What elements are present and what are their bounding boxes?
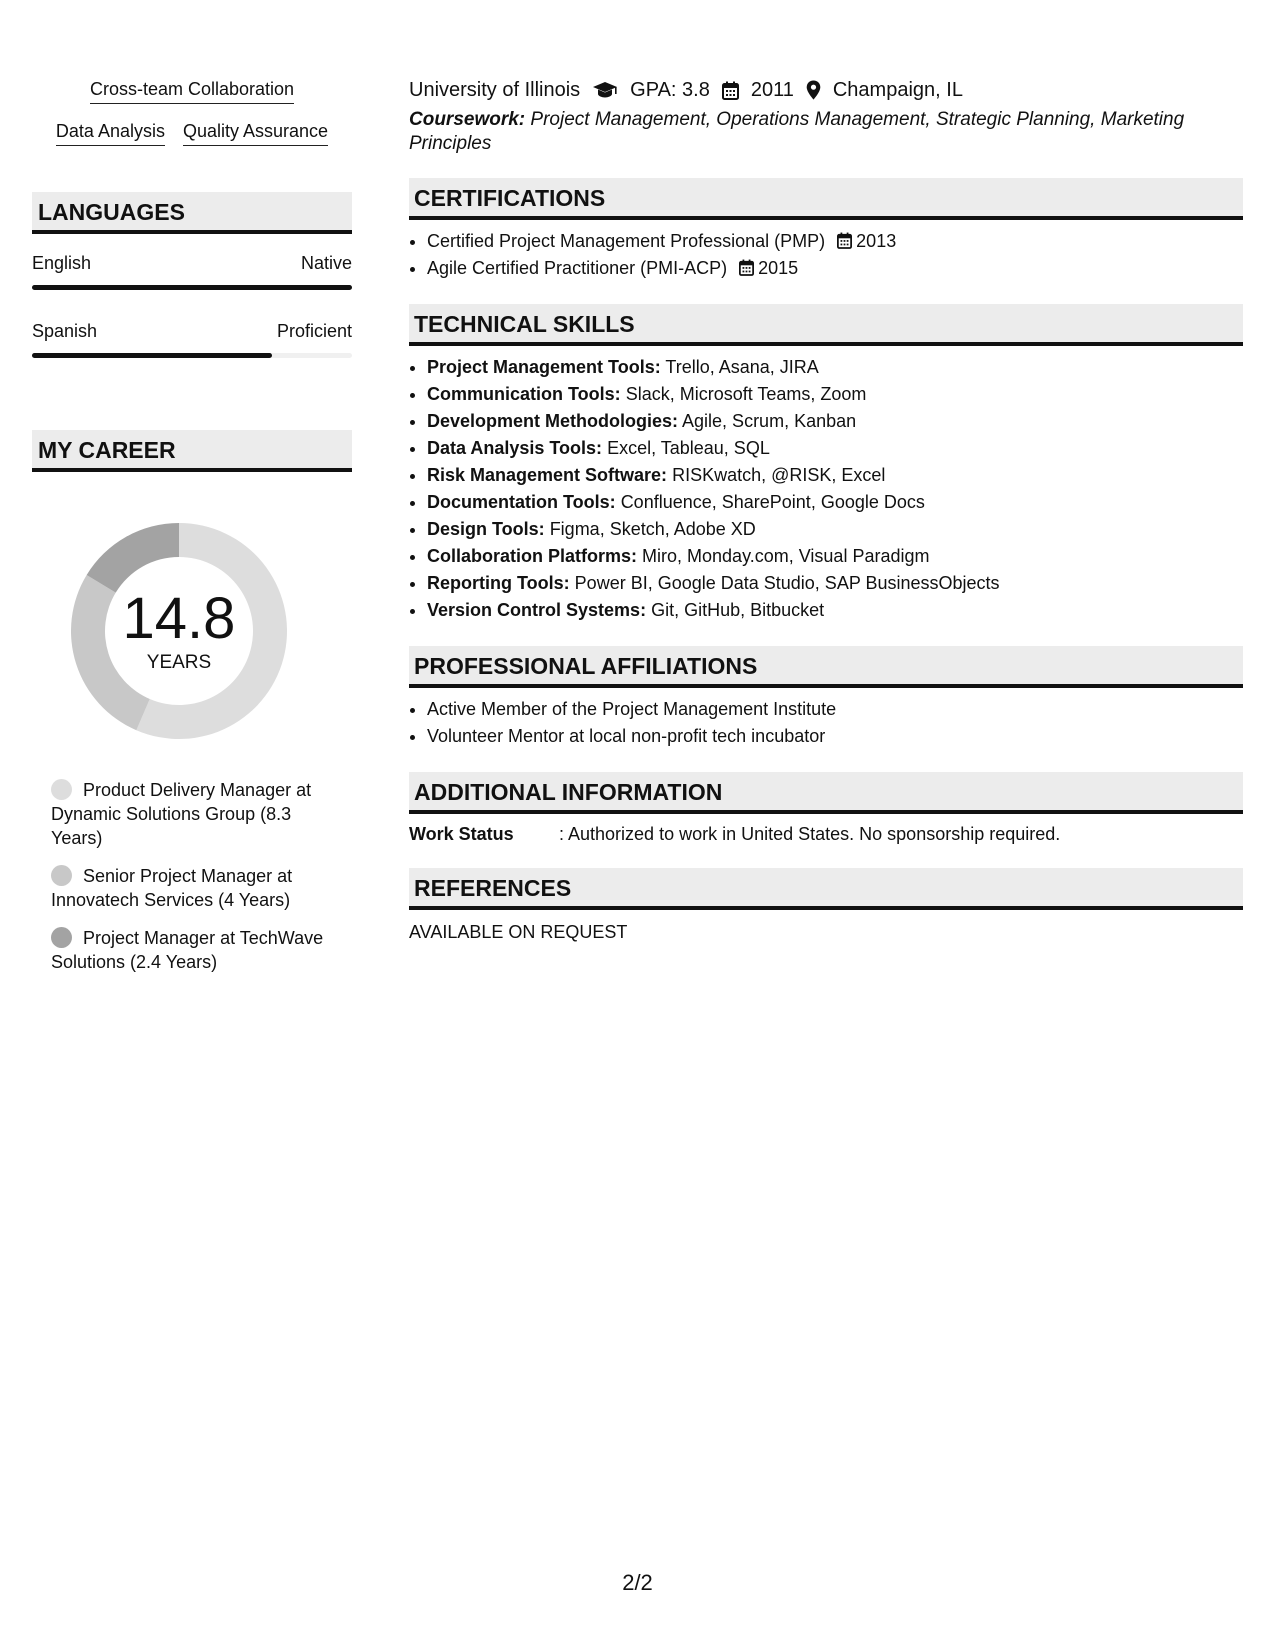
certifications-heading: CERTIFICATIONS xyxy=(409,178,1243,220)
skill-value: Power BI, Google Data Studio, SAP BusinessObjects xyxy=(574,573,1000,593)
language-name: English xyxy=(32,253,92,273)
skill-value: RISKwatch, @RISK, Excel xyxy=(672,465,886,485)
career-legend-item xyxy=(51,864,341,912)
skill-key: Communication Tools: xyxy=(427,384,621,404)
career-total: 14.8 xyxy=(122,586,236,651)
career-heading: MY CAREER xyxy=(32,430,352,472)
skill-value: Figma, Sketch, Adobe XD xyxy=(549,519,756,539)
certification-item xyxy=(427,228,1243,255)
coursework-label: Coursework: xyxy=(409,109,526,130)
legend-dot xyxy=(51,865,72,886)
skill-item xyxy=(427,381,1243,408)
certification-name: Agile Certified Practitioner (PMI-ACP) xyxy=(427,258,728,278)
additional-info-heading: ADDITIONAL INFORMATION xyxy=(409,772,1243,814)
certification-year: 2015 xyxy=(758,258,799,278)
calendar-icon xyxy=(722,81,739,100)
sidebar xyxy=(32,78,352,988)
skill-item xyxy=(427,570,1243,597)
career-label: Senior Project Manager at Innovatech Services (4 Years) xyxy=(51,866,293,910)
legend-dot xyxy=(51,927,72,948)
affiliations-heading: PROFESSIONAL AFFILIATIONS xyxy=(409,646,1243,688)
career-legend-item xyxy=(51,926,341,974)
affiliation-item: • Volunteer Mentor at local non-profit tech incubator xyxy=(427,723,1243,750)
work-status-label: Work Status xyxy=(409,824,514,844)
skill-value: Trello, Asana, JIRA xyxy=(665,357,819,377)
language-name: Spanish xyxy=(32,321,98,341)
legend-dot xyxy=(51,779,72,800)
strength-row xyxy=(32,78,352,104)
skill-value: Excel, Tableau, SQL xyxy=(607,438,770,458)
career-legend xyxy=(51,778,341,974)
career-label: Product Delivery Manager at Dynamic Solutions Group (8.3 Years) xyxy=(51,780,312,848)
career-label: Project Manager at TechWave Solutions (2.4 Years) xyxy=(51,928,324,972)
skill-item xyxy=(427,516,1243,543)
work-status-value: : Authorized to work in United States. No sponsorship required. xyxy=(559,824,1061,844)
strength-tag: Cross-team Collaboration xyxy=(90,78,294,104)
page-number: 2/2 xyxy=(622,1570,653,1595)
certification-name: Certified Project Management Professional (PMP) xyxy=(427,231,826,251)
graduation-year: 2011 xyxy=(750,79,794,101)
career-unit: YEARS xyxy=(146,652,212,673)
school-location: Champaign, IL xyxy=(832,79,963,101)
skill-key: Project Management Tools: xyxy=(427,357,661,377)
education-line xyxy=(409,78,1243,102)
skill-value: Slack, Microsoft Teams, Zoom xyxy=(625,384,867,404)
certifications-list xyxy=(409,228,1243,282)
language-bar xyxy=(32,353,352,358)
skill-item xyxy=(427,543,1243,570)
coursework-list: Project Management, Operations Management, Strategic Planning, Marketing Principles xyxy=(409,109,1185,154)
affiliation-item: • Active Member of the Project Management Institute xyxy=(427,696,1243,723)
main-content xyxy=(409,78,1243,944)
gpa: GPA: 3.8 xyxy=(630,79,710,101)
calendar-icon xyxy=(739,259,754,276)
career-donut xyxy=(64,516,294,746)
skill-key: Development Methodologies: xyxy=(427,411,679,431)
skill-item xyxy=(427,597,1243,624)
skill-key: Design Tools: xyxy=(427,519,545,539)
language-bar-fill xyxy=(32,285,352,290)
language-level: Proficient xyxy=(276,321,352,341)
skill-value: Miro, Monday.com, Visual Paradigm xyxy=(642,546,930,566)
skill-value: Confluence, SharePoint, Google Docs xyxy=(620,492,925,512)
skill-key: Data Analysis Tools: xyxy=(427,438,603,458)
language-level: Native xyxy=(300,253,352,273)
work-status xyxy=(409,822,1243,846)
certification-item xyxy=(427,255,1243,282)
location-pin-icon xyxy=(806,80,821,100)
school-name: University of Illinois xyxy=(409,79,581,101)
strength-tag: Quality Assurance xyxy=(183,120,328,146)
coursework xyxy=(409,108,1243,156)
technical-skills-heading: TECHNICAL SKILLS xyxy=(409,304,1243,346)
calendar-icon xyxy=(837,232,852,249)
skill-key: Reporting Tools: xyxy=(427,573,570,593)
graduation-cap-icon xyxy=(592,81,618,99)
skill-item xyxy=(427,408,1243,435)
strength-tag: Data Analysis xyxy=(56,120,165,146)
skill-item xyxy=(427,354,1243,381)
language-bar xyxy=(32,285,352,290)
skill-key: Risk Management Software: xyxy=(427,465,668,485)
career-legend-item xyxy=(51,778,341,850)
skill-item xyxy=(427,462,1243,489)
skill-key: Collaboration Platforms: xyxy=(427,546,638,566)
skill-item xyxy=(427,435,1243,462)
language-item xyxy=(32,252,352,290)
language-item xyxy=(32,320,352,358)
language-bar-fill xyxy=(32,353,272,358)
strength-row xyxy=(32,120,352,146)
references-text: AVAILABLE ON REQUEST xyxy=(409,922,628,942)
skill-key: Documentation Tools: xyxy=(427,492,616,512)
certification-year: 2013 xyxy=(856,231,897,251)
skill-value: Git, GitHub, Bitbucket xyxy=(651,600,825,620)
affiliations-list xyxy=(409,696,1243,750)
skill-value: Agile, Scrum, Kanban xyxy=(682,411,857,431)
languages-heading: LANGUAGES xyxy=(32,192,352,234)
references-heading: REFERENCES xyxy=(409,868,1243,910)
technical-skills-list xyxy=(409,354,1243,624)
skill-key: Version Control Systems: xyxy=(427,600,647,620)
skill-item xyxy=(427,489,1243,516)
